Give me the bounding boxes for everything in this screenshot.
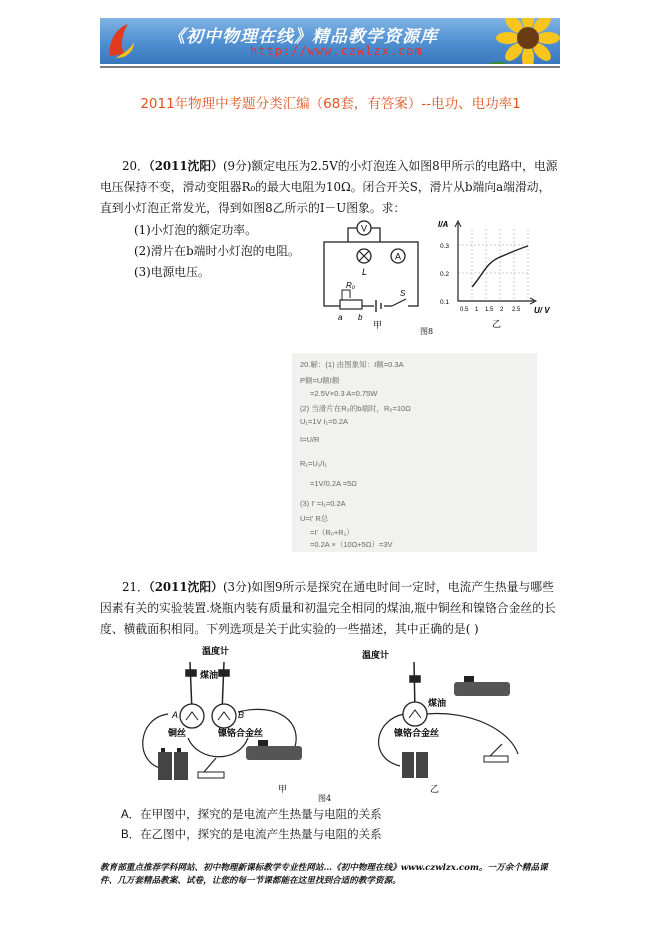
xtick-label: 0.5	[460, 307, 469, 313]
circuit-diagram-jia	[318, 220, 428, 330]
voltmeter-label: V	[360, 223, 368, 234]
xtick-label: 1.5	[485, 307, 494, 313]
option-b: B．在乙图中，探究的是电流产生热量与电阻的关系	[121, 829, 382, 841]
flask-b-icon	[212, 704, 236, 728]
question-21	[100, 577, 560, 640]
ytick-label: 0.1	[440, 299, 450, 306]
answer-line: (2) 当滑片在R₀的b端时，R₀=10Ω	[300, 404, 411, 413]
thermometer-label: 温度计	[202, 646, 230, 656]
battery-icon	[402, 752, 428, 778]
graph-caption: 乙	[492, 319, 502, 329]
answer-line: U=I' R总	[300, 514, 329, 523]
answer-line: (3) I' =I₁=0.2A	[300, 499, 346, 508]
xtick-label: 2.5	[512, 307, 521, 313]
answer-line: P额=U额I额	[300, 376, 340, 385]
rheostat-label: R₀	[346, 281, 356, 290]
iu-graph	[430, 215, 560, 333]
q20-source: （2011沈阳）	[148, 159, 223, 173]
q21-source: （2011沈阳）	[148, 580, 223, 594]
flask-icon	[403, 702, 427, 726]
graph-xlabel: U/ V	[534, 306, 550, 315]
q20-item-3: (3)电源电压。	[134, 265, 210, 279]
q20-item-2: (2)滑片在b端时小灯泡的电阻。	[134, 244, 300, 258]
xtick-label: 1	[475, 307, 479, 313]
banner-divider	[100, 66, 560, 68]
answer-scan-image	[292, 353, 537, 552]
terminal-b-label: b	[358, 313, 363, 322]
figure-8-label: 图8	[420, 327, 434, 336]
rheostat-icon	[340, 300, 362, 309]
q20-text: (9分)额定电压为2.5V的小灯泡连入如图8甲所示的电路中，电源电压保持不变，滑动变阻器R₀的最大电阻为10Ω。闭合开关S，滑片从b端向a端滑动，直到小灯泡正常发光，得到如图8乙所示的I－U图象。求：	[100, 159, 558, 215]
apparatus-figure-yi	[360, 640, 540, 798]
answer-line: =2.5V×0.3 A=0.75W	[310, 389, 378, 398]
q20-subquestions	[134, 220, 300, 283]
terminal-a-label: a	[338, 313, 343, 322]
switch-icon	[198, 758, 224, 778]
nichrome-wire-label: 镍铬合金丝	[218, 728, 264, 738]
answer-line: 20.解：(1) 由图象知：I额=0.3A	[300, 360, 404, 369]
flask-a-icon	[180, 704, 204, 728]
answer-line: =0.2A ×（10Ω+5Ω）=3V	[310, 540, 393, 549]
site-logo-icon	[106, 22, 136, 60]
apparatus-figure-jia	[128, 642, 328, 798]
switch-icon	[484, 744, 508, 762]
figure-yi-caption: 乙	[430, 784, 440, 794]
xtick-label: 2	[500, 307, 504, 313]
q21-number: 21．	[122, 580, 149, 594]
answer-line: R₁=U₁/I₁	[300, 459, 327, 468]
banner-title: 《初中物理在线》精品教学资源库	[168, 27, 438, 47]
circuit-caption: 甲	[373, 320, 383, 330]
option-a: A．在甲图中，探究的是电流产生热量与电阻的关系	[121, 809, 382, 821]
copper-wire-label: 铜丝	[168, 728, 187, 738]
answer-line: I=U/R	[300, 435, 320, 444]
document-title: 2011年物理中考题分类汇编（68套，有答案）--电功、电功率1	[140, 96, 521, 112]
rheostat-icon	[454, 676, 510, 696]
battery-icon	[158, 748, 188, 780]
q20-item-1: (1)小灯泡的额定功率。	[134, 223, 257, 237]
switch-icon	[392, 299, 408, 310]
header-banner	[100, 18, 560, 64]
q21-text: (3分)如图9所示是探究在通电时间一定时，电流产生热量与哪些因素有关的实验装置.烧瓶内装有质量和初温完全相同的煤油,瓶中铜丝和镍铬合金丝的长度、横截面积相同。下列选项是关于此实验的一些描述，其中正确的是( )	[100, 580, 556, 636]
flask-b-label: B	[238, 710, 245, 720]
figure-4-label: 图4	[318, 794, 332, 803]
ytick-label: 0.2	[440, 271, 450, 278]
kerosene-label: 煤油	[428, 698, 447, 708]
graph-ylabel: I/A	[438, 220, 449, 229]
question-20	[100, 156, 560, 219]
switch-label: S	[400, 289, 406, 298]
banner-url-link[interactable]: http://www.czwlzx.com	[250, 44, 423, 58]
rheostat-icon	[246, 740, 302, 760]
thermometer-label: 温度计	[362, 650, 390, 660]
kerosene-label: 煤油	[200, 670, 219, 680]
answer-line: U₁=1V I₁=0.2A	[300, 417, 349, 426]
battery-icon	[374, 300, 384, 312]
graph-axes	[458, 223, 534, 301]
flask-a-label: A	[172, 710, 179, 720]
answer-line: =1V/0.2A =5Ω	[310, 479, 357, 488]
graph-gridlines	[458, 229, 528, 301]
lamp-icon	[357, 249, 371, 263]
ytick-label: 0.3	[440, 243, 450, 250]
page-footer: 教育部重点推荐学科网站、初中物理新课标教学专业性网站…《初中物理在线》www.czwlzx.com。一万余个精品课件、几万套精品教案、试卷，让您的每一节课都能在这里找到合适的教学资源。	[100, 863, 548, 886]
answer-line: =I'（R₀+R₁）	[310, 528, 354, 537]
figure-jia-caption: 甲	[278, 784, 288, 794]
lamp-label: L	[362, 267, 368, 277]
q20-number: 20．	[122, 159, 149, 173]
nichrome-wire-label: 镍铬合金丝	[394, 728, 440, 738]
sunflower-icon	[476, 18, 560, 64]
ammeter-label: A	[394, 251, 402, 262]
